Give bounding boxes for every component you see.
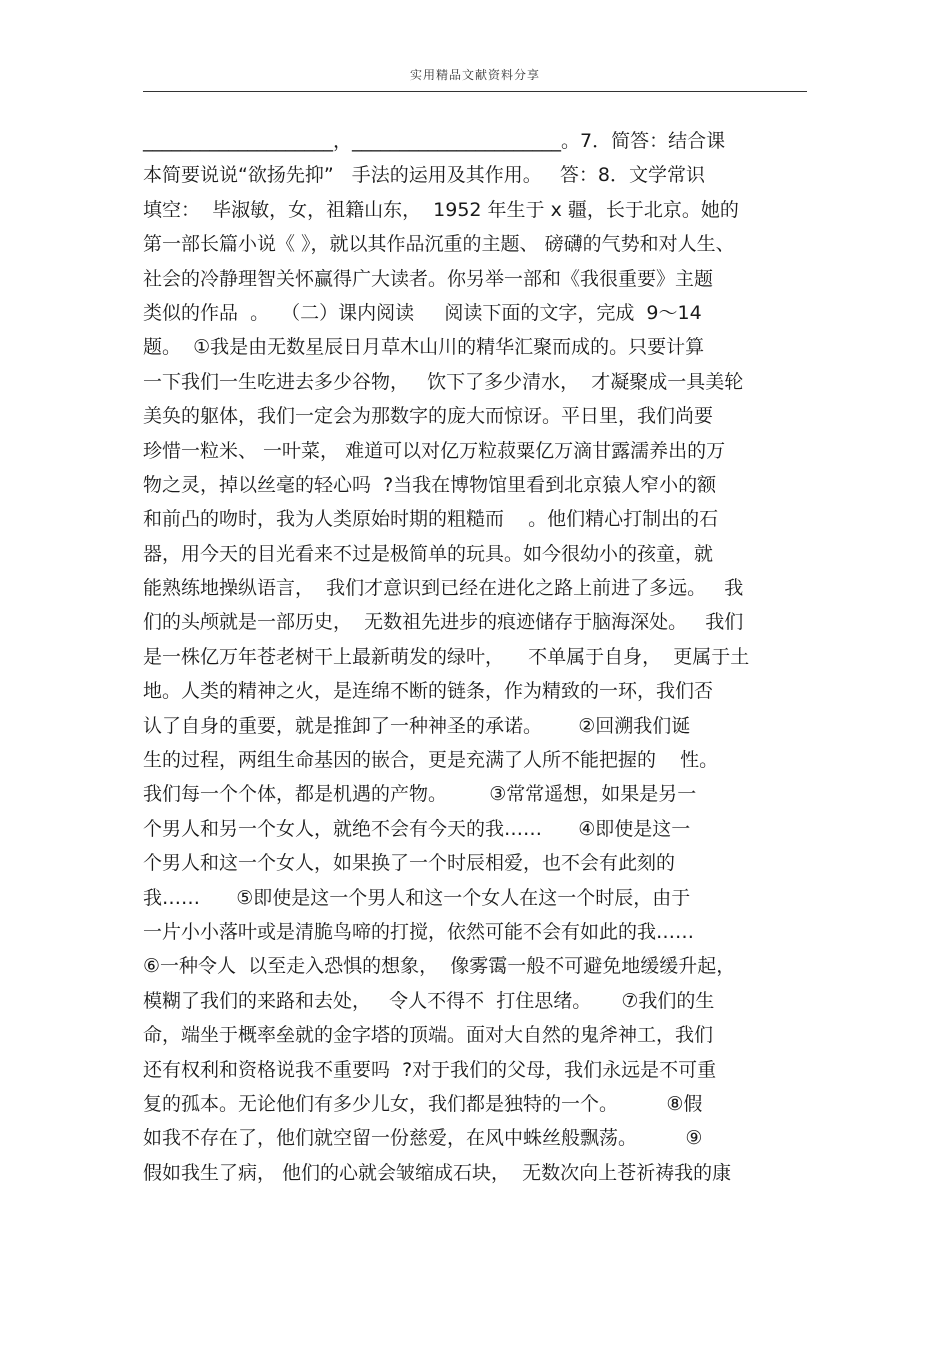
- page-header: 实用精品文献资料分享: [409, 68, 540, 82]
- text-line: 是一株亿万年苍老树干上最新萌发的绿叶， 不单属于自身， 更属于土: [143, 645, 750, 668]
- text-line: 物之灵，掉以丝毫的轻心吗 ?当我在博物馆里看到北京猿人窄小的额: [143, 473, 717, 496]
- text-line: 还有权利和资格说我不重要吗 ?对于我们的父母，我们永远是不可重: [143, 1058, 717, 1081]
- text-line: 认了自身的重要，就是推卸了一种神圣的承诺。 ②回溯我们诞: [143, 714, 691, 737]
- header-divider: [143, 91, 807, 92]
- text-line: 假如我生了病， 他们的心就会皱缩成石块， 无数次向上苍祈祷我的康: [143, 1161, 732, 1184]
- text-line: 珍惜一粒米、 一叶菜， 难道可以对亿万粒菽粟亿万滴甘露濡养出的万: [143, 439, 726, 462]
- text-line: 生的过程，两组生命基因的嵌合，更是充满了人所不能把握的 性。: [143, 749, 719, 772]
- text-line: 复的孤本。无论他们有多少儿女，我们都是独特的一个。 ⑧假: [143, 1092, 703, 1115]
- document-body: [143, 124, 813, 1190]
- text-line: 本简要说说“欲扬先抑” 手法的运用及其作用。 答：8．文学常识: [143, 164, 706, 187]
- text-line: 地。人类的精神之火，是连绵不断的链条，作为精致的一环，我们否: [143, 680, 714, 703]
- text-line: 个男人和这一个女人，如果换了一个时辰相爱，也不会有此刻的: [143, 852, 676, 875]
- text-line: ⑥一种令人 以至走入恐惧的想象， 像雾霭一般不可避免地缓缓升起，: [143, 955, 736, 978]
- text-line: 命，端坐于概率垒就的金字塔的顶端。面对大自然的鬼斧神工，我们: [143, 1024, 714, 1047]
- text-line: ____________________，______________________。7．简答：结合课: [143, 130, 726, 152]
- text-line: 们的头颅就是一部历史， 无数祖先进步的痕迹储存于脑海深处。 我们: [143, 611, 744, 634]
- text-line: 第一部长篇小说《 》，就以其作品沉重的主题、 磅礴的气势和对人生、: [143, 233, 735, 256]
- text-line: 个男人和另一个女人，就绝不会有今天的我…… ④即使是这一: [143, 817, 691, 840]
- text-line: 题。 ①我是由无数星辰日月草木山川的精华汇聚而成的。只要计算: [143, 336, 705, 359]
- text-line: 模糊了我们的来路和去处， 令人不得不 打住思绪。 ⑦我们的生: [143, 989, 715, 1012]
- text-line: 能熟练地操纵语言， 我们才意识到已经在进化之路上前进了多远。 我: [143, 577, 744, 600]
- text-line: 我们每一个个体，都是机遇的产物。 ③常常遥想，如果是另一: [143, 783, 697, 806]
- text-line: 一下我们一生吃进去多少谷物， 饮下了多少清水， 才凝聚成一具美轮: [143, 370, 744, 393]
- text-line: 如我不存在了，他们就空留一份慈爱，在风中蛛丝般飘荡。 ⑨: [143, 1127, 703, 1150]
- text-line: 类似的作品 。 （二）课内阅读 阅读下面的文字，完成 9～14: [143, 301, 702, 324]
- text-line: 和前凸的吻时，我为人类原始时期的粗糙而 。他们精心打制出的石: [143, 508, 719, 531]
- text-line: 社会的冷静理智关怀赢得广大读者。你另举一部和《我很重要》主题: [143, 267, 714, 290]
- text-line: 我…… ⑤即使是这一个男人和这一个女人在这一个时辰，由于: [143, 886, 691, 909]
- text-line: 填空： 毕淑敏，女，祖籍山东， 1952 年生于 x 疆，长于北京。她的: [143, 198, 739, 221]
- text-line: 美奂的躯体，我们一定会为那数字的庞大而惊讶。平日里，我们尚要: [143, 405, 714, 428]
- text-line: 一片小小落叶或是清脆鸟啼的打搅，依然可能不会有如此的我……: [143, 920, 695, 943]
- text-line: 器，用今天的目光看来不过是极简单的玩具。如今很幼小的孩童，就: [143, 542, 714, 565]
